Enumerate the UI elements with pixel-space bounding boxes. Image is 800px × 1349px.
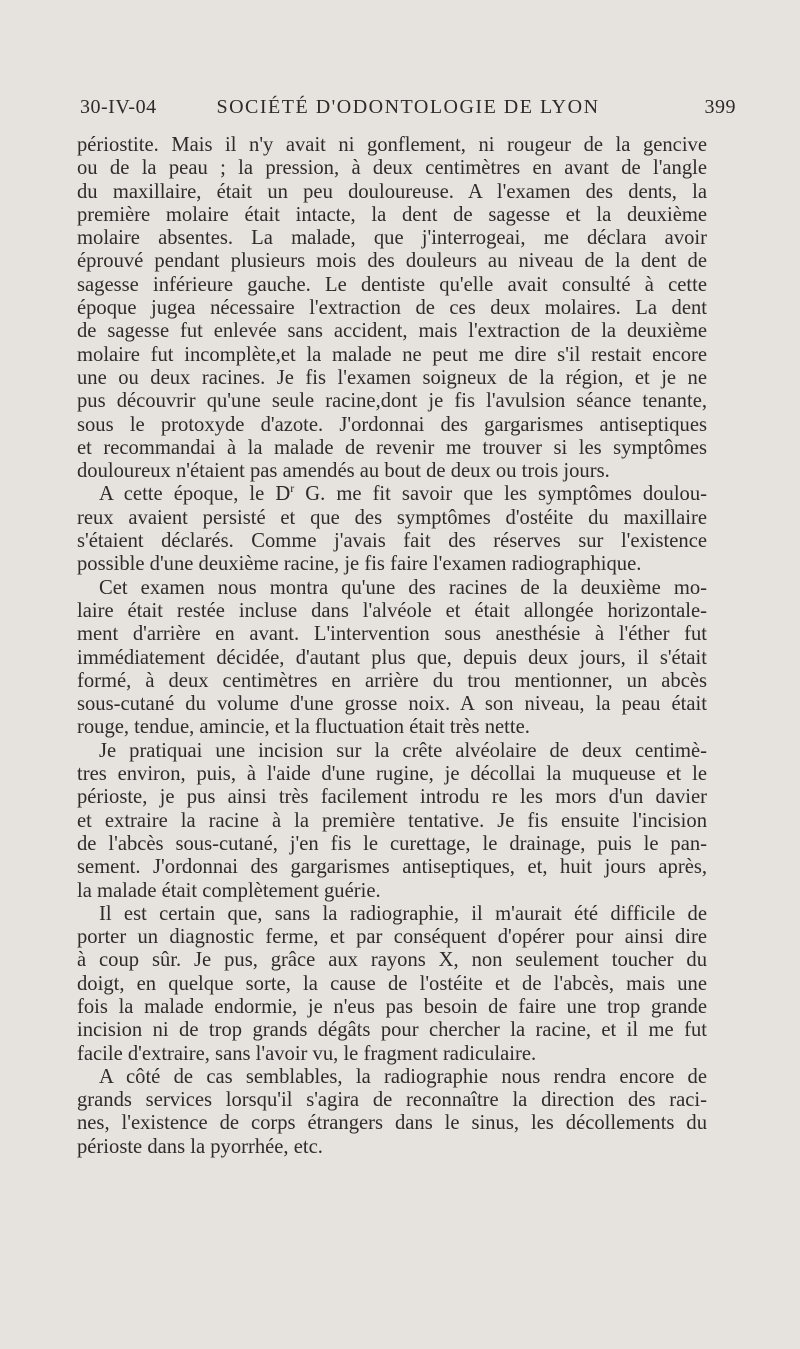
text-line: Cet examen nous montra qu'une des racines de la deuxième mo- bbox=[99, 576, 707, 599]
text-line: à coup sûr. Je pus, grâce aux rayons X, non seulement toucher du bbox=[77, 949, 707, 972]
text-line: ment d'arrière en avant. L'intervention sous anesthésie à l'éther fut bbox=[77, 623, 707, 646]
text-line: ou de la peau ; la pression, à deux centimètres en avant de l'angle bbox=[77, 157, 707, 180]
text-line: sous le protoxyde d'azote. J'ordonnai des gargarismes antiseptiques bbox=[77, 413, 707, 436]
text-line: molaire absentes. La malade, que j'interrogeai, me déclara avoir bbox=[77, 227, 707, 250]
text-segment: G. me fit savoir que les symptômes doulou- bbox=[294, 483, 707, 506]
text-line: époque jugea nécessaire l'extraction de ces deux molaires. La dent bbox=[77, 297, 707, 320]
text-line: reux avaient persisté et que des symptômes d'ostéite du maxillaire bbox=[77, 506, 707, 529]
text-line: de l'abcès sous-cutané, j'en fis le curettage, le drainage, puis le pan- bbox=[77, 832, 707, 855]
text-line: A côté de cas semblables, la radiographie nous rendra encore de bbox=[99, 1065, 707, 1088]
text-segment: A cette époque, le D bbox=[99, 483, 291, 506]
text-line: sement. J'ordonnai des gargarismes antiseptiques, et, huit jours après, bbox=[77, 856, 707, 879]
text-line: formé, à deux centimètres en arrière du trou mentionner, un abcès bbox=[77, 669, 707, 692]
text-line: pus découvrir qu'une seule racine,dont je fis l'avulsion séance tenante, bbox=[77, 390, 707, 413]
text-line: première molaire était intacte, la dent de sagesse et la deuxième bbox=[77, 203, 707, 226]
text-line: rouge, tendue, amincie, et la fluctuation était très nette. bbox=[77, 716, 530, 739]
text-line: immédiatement décidée, d'autant plus que, depuis deux jours, il s'était bbox=[77, 646, 707, 669]
text-line: fois la malade endormie, je n'eus pas besoin de faire une trop grande bbox=[77, 995, 707, 1018]
text-line: laire était restée incluse dans l'alvéole et était allongée horizontale- bbox=[77, 599, 707, 622]
text-line: douloureux n'étaient pas amendés au bout de deux ou trois jours. bbox=[77, 460, 610, 483]
text-line: tres environ, puis, à l'aide d'une rugine, je décollai la muqueuse et le bbox=[77, 763, 707, 786]
text-line: éprouvé pendant plusieurs mois des douleurs au niveau de la dent de bbox=[77, 250, 707, 273]
text-line: la malade était complètement guérie. bbox=[77, 879, 381, 902]
body-text bbox=[77, 134, 707, 1159]
text-line: Il est certain que, sans la radiographie, il m'aurait été difficile de bbox=[99, 902, 707, 925]
text-line: de sagesse fut enlevée sans accident, mais l'extraction de la deuxième bbox=[77, 320, 707, 343]
superscript: r bbox=[290, 481, 295, 496]
text-line: nes, l'existence de corps étrangers dans le sinus, les décollements du bbox=[77, 1112, 707, 1135]
text-line: sous-cutané du volume d'une grosse noix. A son niveau, la peau était bbox=[77, 693, 707, 716]
text-line: molaire fut incomplète,et la malade ne peut me dire s'il restait encore bbox=[77, 343, 707, 366]
text-line: doigt, en quelque sorte, la cause de l'ostéite et de l'abcès, mais une bbox=[77, 972, 707, 995]
text-line: périoste, je pus ainsi très facilement introdu re les mors d'un davier bbox=[77, 786, 707, 809]
text-line: porter un diagnostic ferme, et par conséquent d'opérer pour ainsi dire bbox=[77, 926, 707, 949]
text-line: du maxillaire, était un peu douloureuse. A l'examen des dents, la bbox=[77, 180, 707, 203]
text-line: grands services lorsqu'il s'agira de reconnaître la direction des raci- bbox=[77, 1089, 707, 1112]
text-line: périostite. Mais il n'y avait ni gonflement, ni rougeur de la gencive bbox=[77, 134, 707, 156]
text-line: facile d'extraire, sans l'avoir vu, le fragment radiculaire. bbox=[77, 1042, 537, 1065]
text-line: possible d'une deuxième racine, je fis faire l'examen radiographique. bbox=[77, 553, 642, 576]
text-line: et extraire la racine à la première tentative. Je fis ensuite l'incision bbox=[77, 809, 707, 832]
header-date: 30-IV-04 bbox=[80, 96, 157, 118]
running-header bbox=[80, 96, 736, 124]
text-line: incision ni de trop grands dégâts pour chercher la racine, et il me fut bbox=[77, 1019, 707, 1042]
text-line: périoste dans la pyorrhée, etc. bbox=[77, 1135, 323, 1158]
text-line: et recommandai à la malade de revenir me trouver si les symptômes bbox=[77, 436, 707, 459]
page-number: 399 bbox=[704, 96, 736, 118]
header-title: SOCIÉTÉ D'ODONTOLOGIE DE LYON bbox=[216, 96, 600, 118]
text-line: s'étaient déclarés. Comme j'avais fait des réserves sur l'existence bbox=[77, 530, 707, 553]
text-line: sagesse inférieure gauche. Le dentiste qu'elle avait consulté à cette bbox=[77, 273, 707, 296]
text-line-with-superscript bbox=[77, 483, 707, 506]
text-line: une ou deux racines. Je fis l'examen soigneux de la région, et je ne bbox=[77, 366, 707, 389]
text-line: Je pratiquai une incision sur la crête alvéolaire de deux centimè- bbox=[99, 739, 707, 762]
